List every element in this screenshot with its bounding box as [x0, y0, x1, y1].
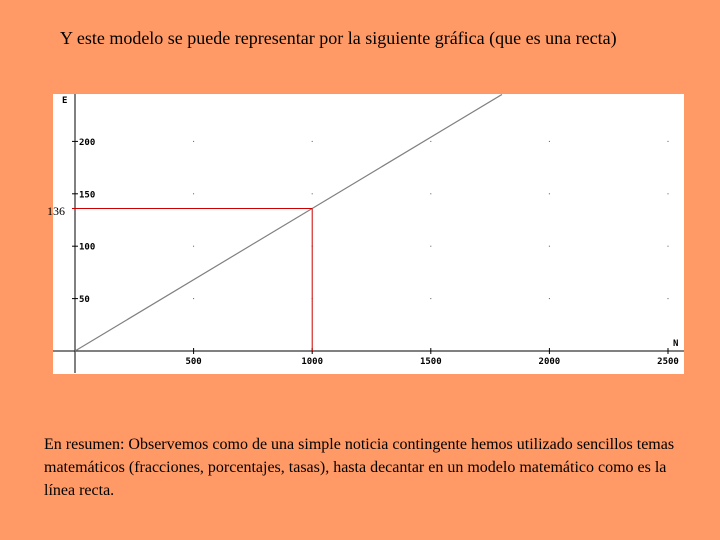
grid-dot: [668, 246, 669, 247]
grid-dot: [193, 246, 194, 247]
grid-dot: [193, 193, 194, 194]
x-tick-label: 500: [185, 357, 202, 367]
grid-dot: [549, 298, 550, 299]
chart-panel: [53, 94, 684, 374]
grid-dot: [430, 141, 431, 142]
x-tick-label: 1500: [419, 357, 442, 367]
x-tick-label: 2000: [538, 357, 561, 367]
grid-dot: [668, 193, 669, 194]
grid-dot: [312, 193, 313, 194]
intro-text: Y este modelo se puede representar por la siguiente gráfica (que es una recta): [60, 28, 617, 48]
series-line: [75, 94, 502, 351]
summary-text: En resumen: Observemos como de una simple noticia contingente hemos utilizado sencillos temas matemáticos (fracciones, porcentajes, tasas), hasta decantar en un modelo matemático como es la línea recta.: [44, 436, 675, 499]
grid-dot: [193, 141, 194, 142]
x-tick-label: 1000: [301, 357, 324, 367]
y-tick-label: 100: [79, 242, 96, 253]
grid-dot: [549, 141, 550, 142]
grid-dot: [430, 246, 431, 247]
y-tick-label: 50: [79, 295, 90, 306]
grid-dot: [668, 141, 669, 142]
grid-dot: [430, 193, 431, 194]
x-tick-label: 2500: [657, 357, 679, 367]
y-tick-label: 150: [79, 190, 96, 201]
grid-dot: [549, 193, 550, 194]
grid-dot: [312, 141, 313, 142]
grid-dot: [668, 298, 669, 299]
grid-dot: [549, 246, 550, 247]
grid-dot: [193, 298, 194, 299]
line-chart: [53, 94, 684, 374]
y-tick-label: 200: [79, 137, 96, 148]
highlight-value-label: 136: [47, 204, 65, 218]
grid-dot: [430, 298, 431, 299]
x-axis-label: N: [673, 339, 679, 349]
y-axis-label: E: [62, 96, 68, 106]
